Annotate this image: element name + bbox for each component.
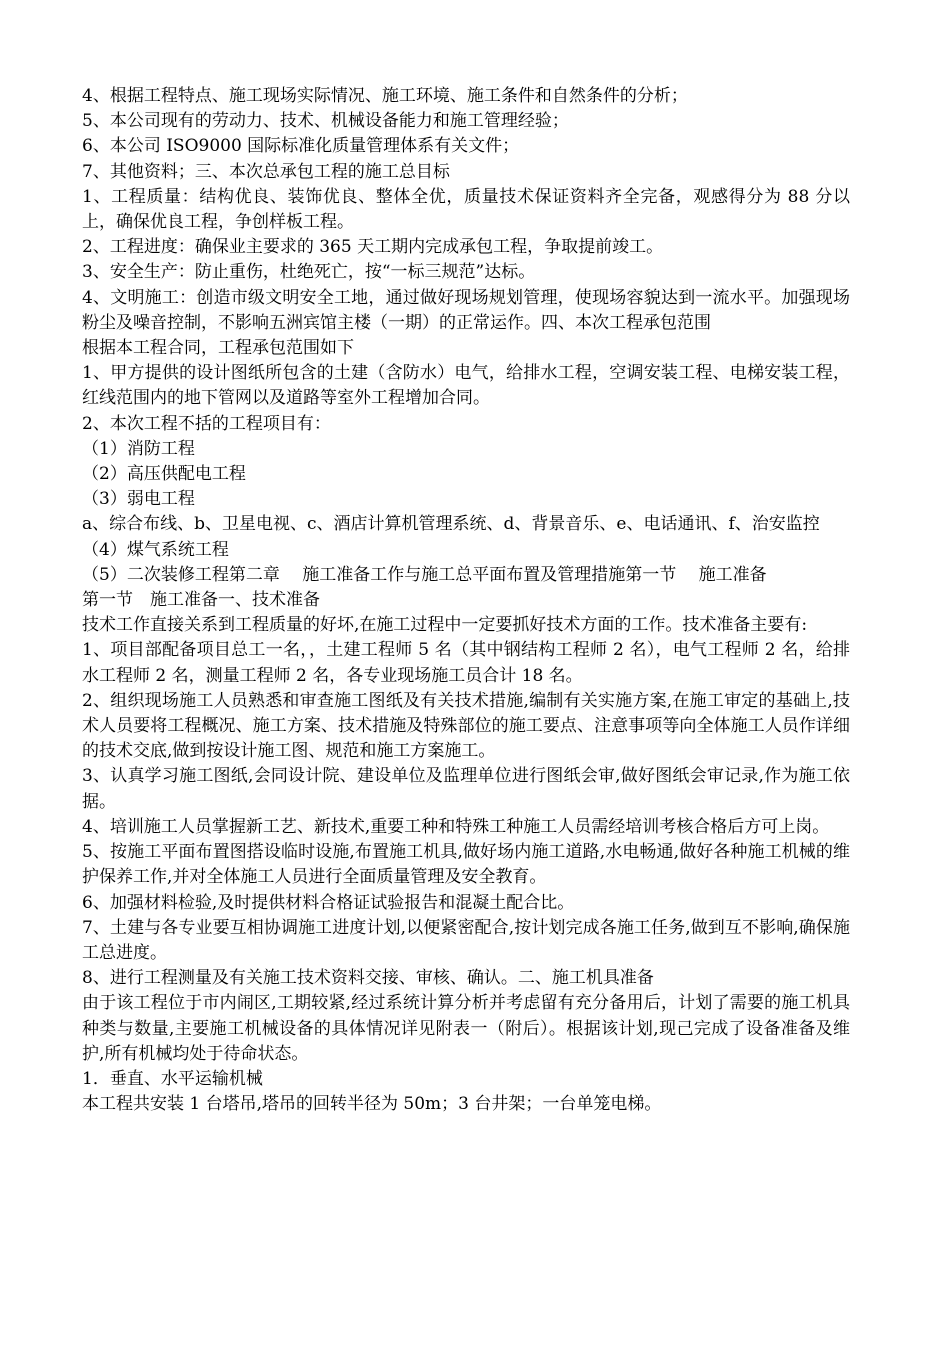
paragraph: 3、认真学习施工图纸,会同设计院、建设单位及监理单位进行图纸会审,做好图纸会审记录,作为施工依据。: [82, 766, 850, 812]
paragraph: 4、培训施工人员掌握新工艺、新技术,重要工种和特殊工种施工人员需经培训考核合格后方可上岗。: [82, 816, 830, 837]
paragraph: a、综合布线、b、卫星电视、c、酒店计算机管理系统、d、背景音乐、e、电话通讯、f、治安监控: [82, 514, 820, 535]
paragraph: 1、项目部配备项目总工一名，，土建工程师 5 名（其中钢结构工程师 2 名），电气工程师 2 名，给排水工程师 2 名，测量工程师 2 名，各专业现场施工员合计 18 名。: [82, 640, 850, 686]
paragraph: 5、按施工平面布置图搭设临时设施,布置施工机具,做好场内施工道路,水电畅通,做好各种施工机械的维护保养工作,并对全体施工人员进行全面质量管理及安全教育。: [82, 842, 850, 888]
paragraph: 6、加强材料检验,及时提供材料合格证试验报告和混凝土配合比。: [82, 892, 575, 913]
section-heading: 第一节 施工准备一、技术准备: [82, 590, 320, 611]
paragraph: 7、土建与各专业要互相协调施工进度计划,以便紧密配合,按计划完成各施工任务,做到互不影响,确保施工总进度。: [82, 917, 850, 963]
paragraph: 3、安全生产：防止重伤，杜绝死亡，按“一标三规范”达标。: [82, 262, 536, 283]
paragraph: （4）煤气系统工程: [82, 539, 229, 560]
paragraph: 8、进行工程测量及有关施工技术资料交接、审核、确认。二、施工机具准备: [82, 968, 654, 989]
paragraph: 1、甲方提供的设计图纸所包含的土建（含防水）电气，给排水工程，空调安装工程、电梯安装工程，红线范围内的地下管网以及道路等室外工程增加合同。: [82, 363, 850, 409]
paragraph: （2）高压供配电工程: [82, 464, 246, 485]
paragraph: 技术工作直接关系到工程质量的好坏,在施工过程中一定要抓好技术方面的工作。技术准备主要有:: [82, 615, 808, 636]
paragraph: （1）消防工程: [82, 438, 195, 459]
paragraph: （5）二次装修工程第二章 施工准备工作与施工总平面布置及管理措施第一节 施工准备: [82, 564, 767, 585]
paragraph: 1．垂直、水平运输机械: [82, 1068, 263, 1089]
paragraph: 1、工程质量：结构优良、装饰优良、整体全优，质量技术保证资料齐全完备，观感得分为 88 分以上，确保优良工程，争创样板工程。: [82, 186, 850, 233]
paragraph: 2、组织现场施工人员熟悉和审查施工图纸及有关技术措施,编制有关实施方案,在施工审定的基础上,技术人员要将工程概况、施工方案、技术措施及特殊部位的施工要点、注意事项等向全体施工人员作详细的技术交底,做到按设计施工图、规范和施工方案施工。: [82, 690, 850, 762]
paragraph: 本工程共安装 1 台塔吊,塔吊的回转半径为 50m；3 台井架；一台单笼电梯。: [82, 1094, 662, 1115]
paragraph: 6、本公司 ISO9000 国际标准化质量管理体系有关文件；: [82, 136, 520, 157]
paragraph: 7、其他资料；三、本次总承包工程的施工总目标: [82, 161, 450, 182]
paragraph: 2、工程进度：确保业主要求的 365 天工期内完成承包工程，争取提前竣工。: [82, 237, 664, 258]
paragraph: （3）弱电工程: [82, 489, 195, 510]
paragraph: 根据本工程合同，工程承包范围如下: [82, 338, 354, 359]
paragraph: 5、本公司现有的劳动力、技术、机械设备能力和施工管理经验；: [82, 111, 569, 132]
paragraph: 2、本次工程不括的工程项目有：: [82, 413, 331, 434]
paragraph: 由于该工程位于市内闹区,工期较紧,经过系统计算分析并考虑留有充分备用后，计划了需要的施工机具种类与数量,主要施工机械设备的具体情况详见附表一（附后）。根据该计划,现己完成了设备准备及维护,所有机械均处于待命状态。: [82, 993, 850, 1064]
paragraph: 4、文明施工：创造市级文明安全工地，通过做好现场规划管理，使现场容貌达到一流水平。加强现场粉尘及噪音控制，不影响五洲宾馆主楼（一期）的正常运作。四、本次工程承包范围: [82, 287, 850, 333]
paragraph: 4、根据工程特点、施工现场实际情况、施工环境、施工条件和自然条件的分析；: [82, 86, 688, 106]
